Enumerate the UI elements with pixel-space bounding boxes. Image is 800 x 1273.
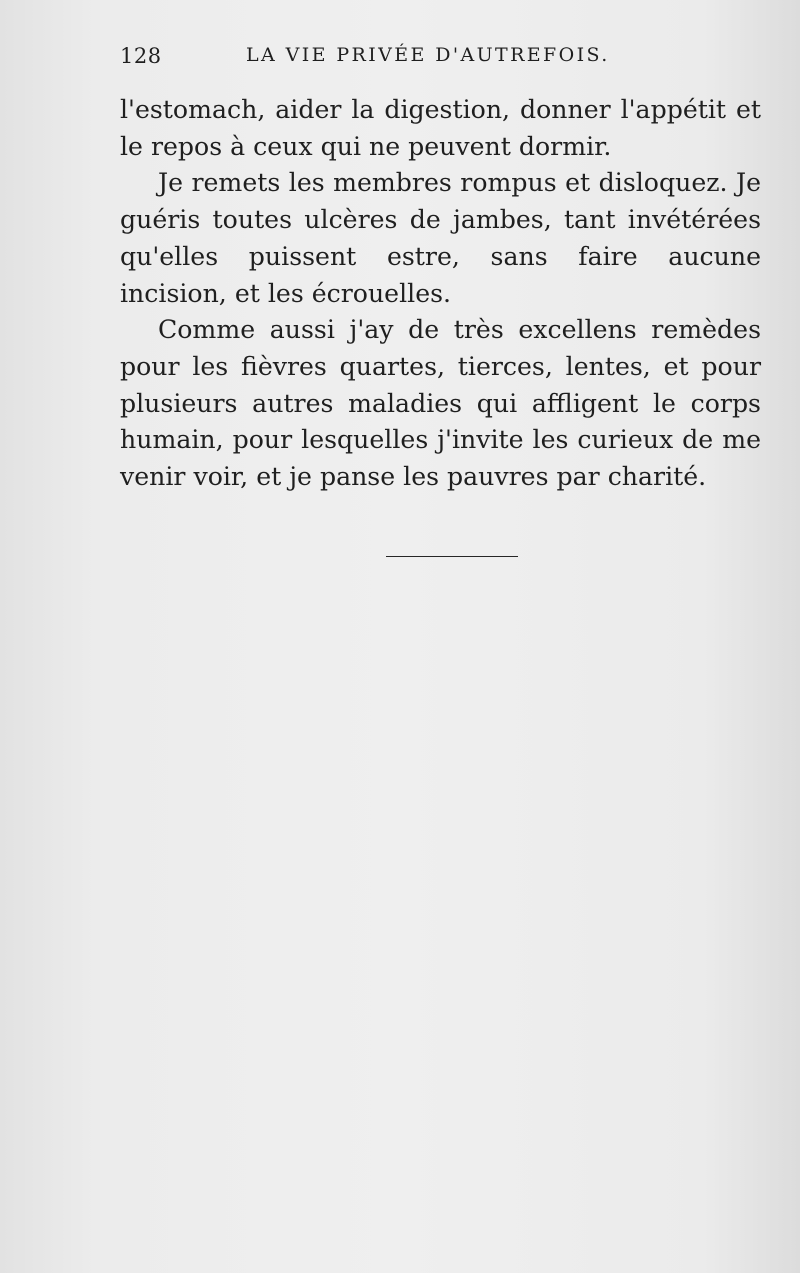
section-divider-rule [386,556,518,557]
page-number: 128 [120,44,162,68]
running-title: LA VIE PRIVÉE D'AUTREFOIS. [246,44,610,66]
paragraph: Comme aussi j'ay de très excellens remèdes pour les fièvres quartes, tierces, lentes, et pour plusieurs autres maladies qui affligent le corps humain, pour lesquelles j'invite les curieux de me venir voir, et je panse les pauvres par charité. [120,315,761,492]
page-header [120,44,760,76]
paragraph: Je remets les membres rompus et disloquez. Je guéris toutes ulcères de jambes, tant invétérées qu'elles puissent estre, sans faire aucune incision, et les écrouelles. [120,168,761,308]
body-text [120,92,761,496]
paragraph-continuation: l'estomach, aider la digestion, donner l'appétit et le repos à ceux qui ne peuvent dormir. [120,95,761,161]
